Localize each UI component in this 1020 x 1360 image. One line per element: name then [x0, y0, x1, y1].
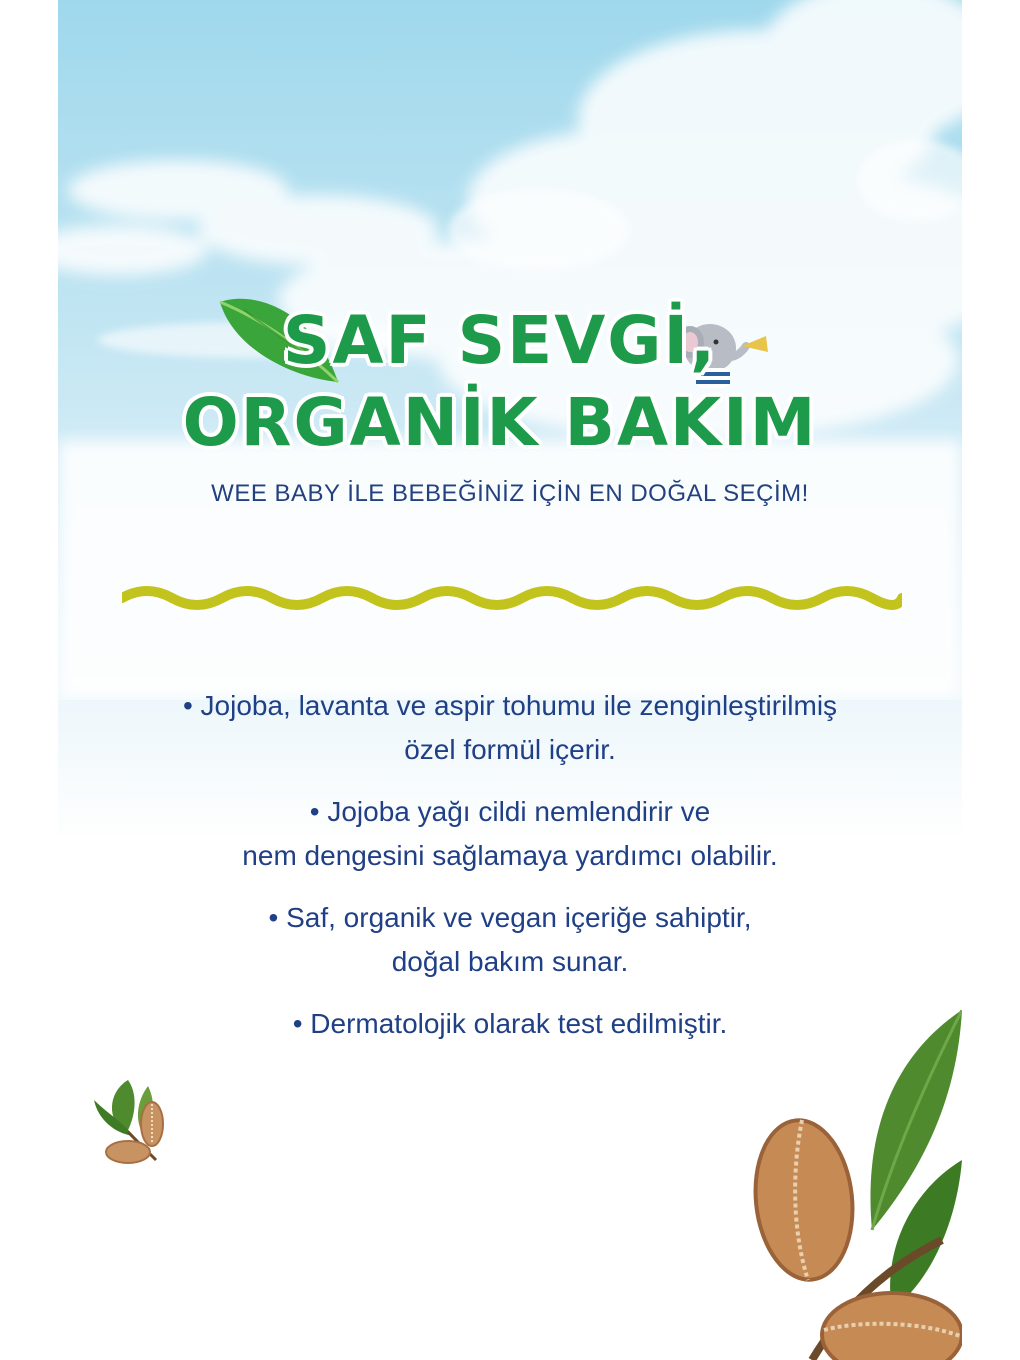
wavy-divider [122, 580, 902, 616]
argan-nut-icon [88, 1072, 172, 1172]
tagline: WEE BABY İLE BEBEĞİNİZ İÇİN EN DOĞAL SEÇİM! [211, 480, 809, 507]
argan-branch-icon [752, 1010, 962, 1360]
feature-line: özel formül içerir. [404, 734, 616, 765]
feature-line: • Dermatolojik olarak test edilmiştir. [292, 1008, 728, 1039]
headline-line-1: SAF SEVGİ, [282, 302, 718, 379]
feature-item [0, 684, 1020, 772]
feature-line: • Jojoba, lavanta ve aspir tohumu ile zenginleştirilmiş [182, 690, 838, 721]
feature-item [0, 896, 1020, 984]
feature-line: • Saf, organik ve vegan içeriğe sahiptir, [268, 902, 752, 933]
feature-line: • Jojoba yağı cildi nemlendirir ve [309, 796, 711, 827]
feature-line: nem dengesini sağlamaya yardımcı olabilir. [242, 840, 778, 871]
headline [150, 270, 818, 470]
headline-line-2: ORGANİK BAKIM [182, 384, 818, 461]
feature-line: doğal bakım sunar. [391, 946, 629, 977]
feature-list [0, 684, 1020, 1064]
feature-item [0, 790, 1020, 878]
